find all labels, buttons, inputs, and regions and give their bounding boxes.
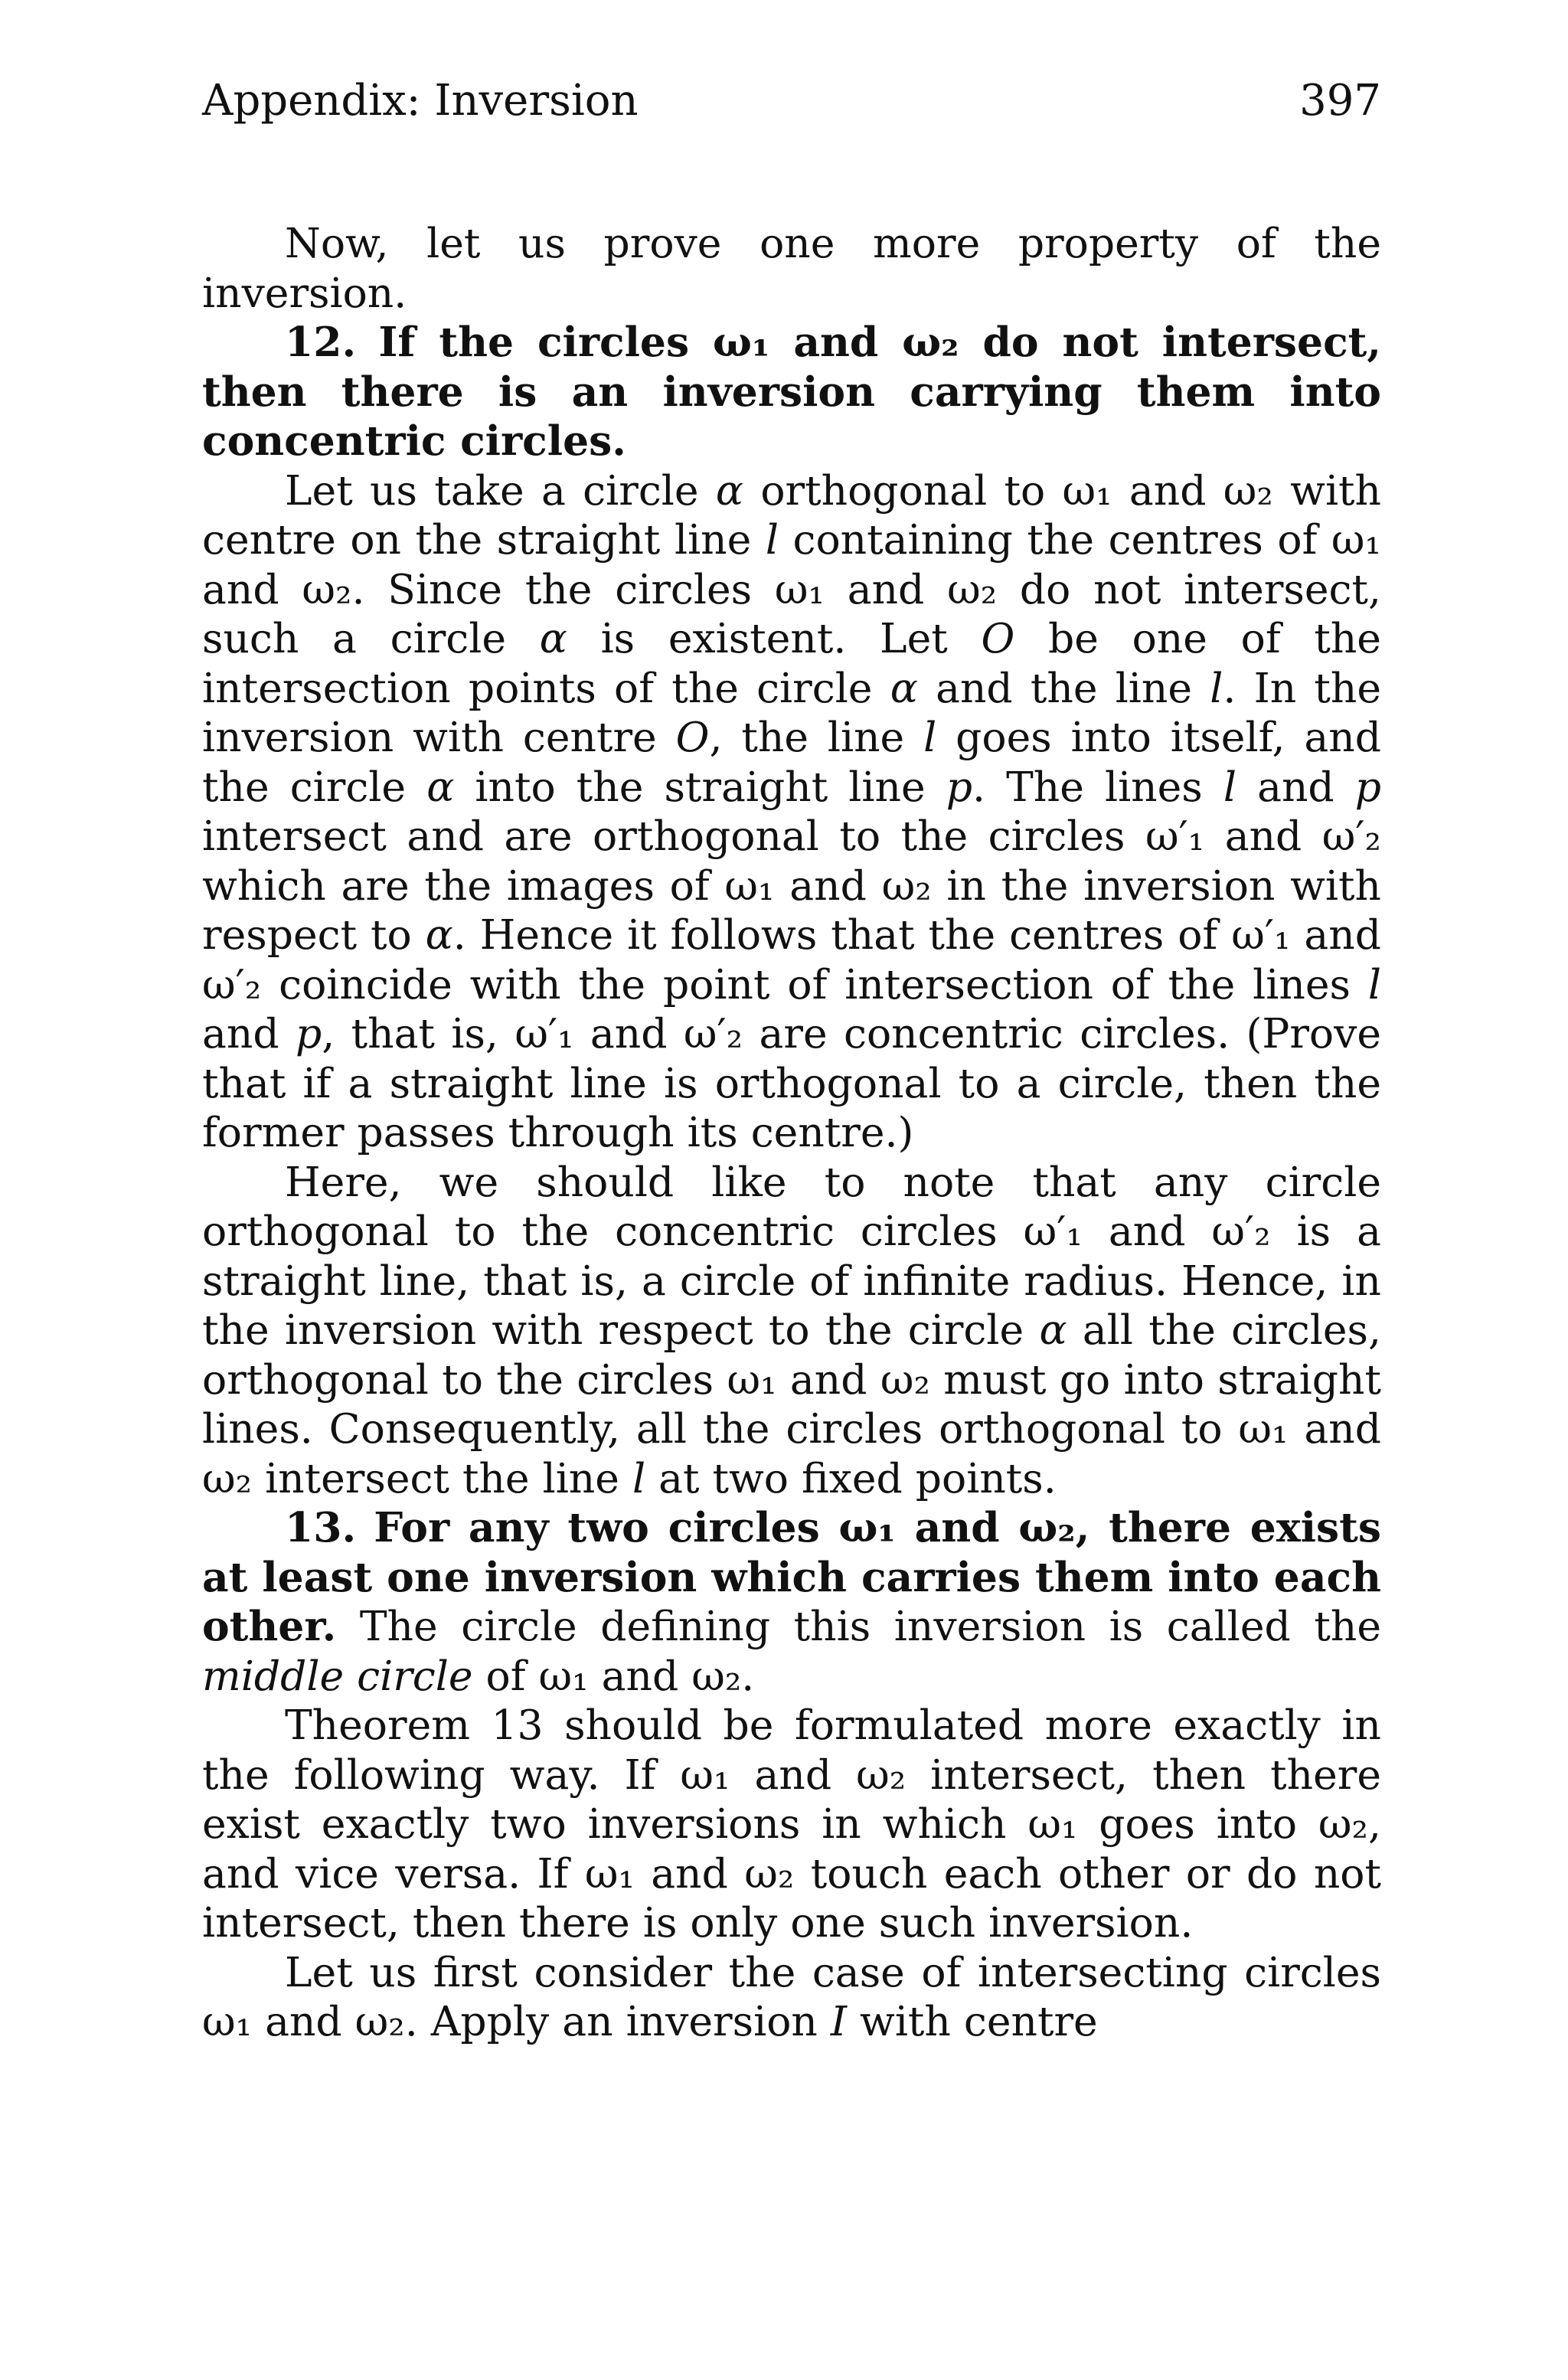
text-run: containing the centres of ω₁ and ω₂. Since the circles ω₁ and ω₂ do not intersect, such a circle xyxy=(202,515,1381,662)
text-run: The circle defining this inversion is called the xyxy=(359,1602,1382,1650)
theorem-12 xyxy=(202,318,1381,466)
text-run: Let us first consider the case of intersecting circles ω₁ and ω₂. Apply an inversion xyxy=(202,1947,1381,2045)
math-symbol: l xyxy=(632,1453,646,1502)
text-run: , the line xyxy=(709,713,905,761)
text-run: and xyxy=(202,1009,279,1058)
theorem-12-label: 12. xyxy=(285,318,357,366)
math-symbol: α xyxy=(715,466,744,515)
text-run: of ω₁ and ω₂. xyxy=(485,1651,755,1700)
theorem-13-statement: For any two circles ω₁ and ω₂, there exists at least one inversion which carries them into each other. xyxy=(202,1503,1381,1650)
math-symbol: l xyxy=(1367,960,1381,1009)
math-symbol: p xyxy=(946,762,972,811)
text-run: at two fixed points. xyxy=(658,1453,1057,1502)
text-run: and xyxy=(1257,762,1334,811)
math-symbol: l xyxy=(1223,762,1236,811)
running-head xyxy=(202,74,1381,129)
text-run: into the straight line xyxy=(475,762,926,811)
text-run: , that is, ω′₁ and ω′₂ are concentric circles. (Prove that if a straight line is orthogonal to a circle, then the former passes through its centre.) xyxy=(202,1009,1381,1156)
text-run: goes into itself, and the circle xyxy=(202,713,1381,811)
math-symbol: p xyxy=(296,1009,322,1058)
text-run: intersect and are orthogonal to the circles ω′₁ and ω′₂ which are the images of ω₁ and ω₂ in the inversion with respect to xyxy=(202,812,1381,959)
text-run: and the line xyxy=(936,663,1193,712)
math-symbol: O xyxy=(981,614,1015,662)
body-text xyxy=(202,219,1381,2047)
page-number: 397 xyxy=(1299,76,1381,126)
text-run: . The lines xyxy=(972,762,1203,811)
math-symbol: O xyxy=(675,713,710,761)
math-symbol: p xyxy=(1354,762,1382,811)
header-title: Appendix: Inversion xyxy=(202,76,639,126)
text-run: with centre xyxy=(860,1997,1098,2045)
text-run: Let us take a circle xyxy=(285,466,699,515)
theorem-13-label: 13. xyxy=(285,1503,357,1551)
paragraph-theorem-13-refinement: Theorem 13 should be formulated more exactly in the following way. If ω₁ and ω₂ intersect, then there exist exactly two inversions in which ω₁ goes into ω₂, and vice versa. If ω₁ and ω₂ touch each other or do not intersect, then there is only one such inversion. xyxy=(202,1701,1381,1947)
text-run: . Hence it follows that the centres of ω′₁ and ω′₂ coincide with the point of intersection of the lines xyxy=(202,910,1381,1009)
math-symbol: α xyxy=(425,910,453,959)
math-symbol: α xyxy=(426,762,455,811)
text-run: . In the inversion with centre xyxy=(202,663,1382,761)
math-symbol: l xyxy=(923,713,937,761)
text-run: is existent. Let xyxy=(600,614,948,662)
text-run: all the circles, orthogonal to the circles ω₁ and ω₂ must go into straight lines. Consequently, all the circles orthogonal to ω₁ and ω₂ intersect the line xyxy=(202,1306,1381,1502)
middle-circle-term: middle circle xyxy=(202,1651,473,1700)
math-symbol: α xyxy=(539,614,567,662)
math-symbol: α xyxy=(890,663,918,712)
math-symbol: l xyxy=(765,515,779,564)
paragraph-intro: Now, let us prove one more property of the inversion. xyxy=(202,219,1381,317)
math-symbol: I xyxy=(830,1997,848,2045)
theorem-13 xyxy=(202,1503,1381,1701)
text-run: orthogonal to ω₁ and ω₂ with centre on the straight line xyxy=(202,466,1382,564)
text-run: be one of the intersection points of the circle xyxy=(202,614,1381,712)
book-page xyxy=(202,74,1381,2047)
paragraph-note xyxy=(202,1158,1381,1504)
math-symbol: α xyxy=(1039,1306,1067,1354)
math-symbol: l xyxy=(1210,663,1223,712)
proof-12 xyxy=(202,466,1381,1158)
text-run: Here, we should like to note that any circle orthogonal to the concentric circles ω′₁ and ω′₂ is a straight line, that is, a circle of infinite radius. Hence, in the inversion with respect to the circle xyxy=(202,1157,1381,1354)
paragraph-intersecting-case xyxy=(202,1948,1381,2047)
theorem-12-statement: If the circles ω₁ and ω₂ do not intersect, then there is an inversion carrying them into concentric circles. xyxy=(202,318,1381,465)
